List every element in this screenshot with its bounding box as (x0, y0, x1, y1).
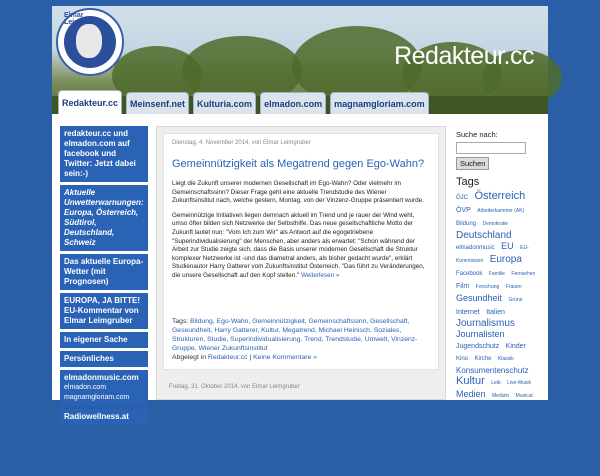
site-title[interactable]: Redakteur.cc (394, 42, 534, 70)
search-button[interactable]: Suchen (456, 157, 489, 170)
tag-link[interactable]: Gesundheit (456, 293, 503, 303)
right-sidebar (456, 130, 542, 476)
tag-link[interactable]: Kultur (456, 375, 485, 387)
post-paragraph: Liegt die Zukunft unserer modernen Gesellschaft im Ego-Wahn? Oder vielmehr im Gemeinschaftssinn? Dieser Frage geht eine aktuelle Trendstudie des Wiener Zukunftsinstitut nach, welche gestern, Montag, von der Vinzenz-Gruppe präsentiert wurde. (172, 180, 424, 205)
comments-link[interactable]: Keine Kommentare » (253, 354, 317, 362)
tag-link[interactable]: Pressefreiheit (456, 419, 493, 425)
tag-link[interactable]: Journalismus (456, 318, 515, 329)
tag-link[interactable]: Verschiedenes (456, 468, 489, 474)
main-content (156, 126, 446, 400)
sidebar-item-eu-comment[interactable]: EUROPA, JA BITTE! EU-Kommentar von Elmar Leimgruber (60, 293, 148, 329)
tab-elmadon[interactable]: elmadon.com (260, 92, 326, 114)
tag-link[interactable]: Medien (456, 389, 486, 399)
post-footer (172, 317, 430, 363)
tag-link[interactable]: Konsumentenschutz (456, 366, 529, 375)
post-title[interactable]: Gemeinnützigkeit als Megatrend gegen Ego-Wahn? (172, 158, 425, 170)
category-link[interactable]: Redakteur.cc (207, 354, 248, 362)
left-sidebar (60, 126, 148, 428)
tag-link[interactable]: Politik (509, 406, 526, 412)
tag-link[interactable]: Medizin (491, 393, 510, 399)
sidebar-item-weather-warnings[interactable]: Aktuelle Unwetterwarnungen: Europa, Österreich, Südtirol, Deutschland, Schweiz (60, 185, 148, 251)
filed-label: Abgelegt in (172, 354, 207, 362)
tag-link[interactable]: Schweiz (456, 432, 475, 438)
tag-link[interactable]: Südtirol (499, 415, 530, 425)
tag-link[interactable]: ÖJC (456, 195, 468, 201)
header-banner (52, 6, 548, 114)
tag-link[interactable]: Internet (456, 309, 480, 316)
tag-link[interactable]: Frauen (505, 284, 522, 290)
tab-magnamgloriam[interactable]: magnamgloriam.com (330, 92, 429, 114)
tab-kulturia[interactable]: Kulturia.com (193, 92, 256, 114)
tag-link[interactable]: Leib (491, 380, 501, 386)
tag-link[interactable]: EU-Kommission (456, 245, 529, 264)
tag-link[interactable]: Fernsehen (511, 271, 536, 277)
tags-heading: Tags (456, 176, 480, 188)
tag-link[interactable]: Deutschland (456, 230, 512, 241)
sidebar-item-personal[interactable]: Persönliches (60, 351, 148, 367)
sidebar-item-social[interactable]: redakteur.cc und elmadon.com auf facebook und Twitter: Jetzt dabei sein:-) (60, 126, 148, 182)
tag-link[interactable]: Sicherheit (481, 432, 504, 438)
tag-cloud (456, 190, 542, 476)
tag-link[interactable]: ÖVP (456, 207, 471, 214)
sidebar-item-label: elmadonmusic.com (64, 373, 139, 382)
logo[interactable] (56, 8, 124, 76)
separator: | (249, 354, 252, 362)
tag-link[interactable]: Musik (456, 402, 483, 413)
tag-link[interactable]: SPÖ (496, 444, 512, 451)
tags-label: Tags: (172, 317, 189, 325)
tag-link[interactable]: Soziales (456, 441, 491, 451)
tag-link[interactable]: UNO (493, 454, 511, 463)
search-input[interactable] (456, 142, 526, 154)
sidebar-item-sublabel: elmadon.com magnamgloriam.com (64, 384, 130, 401)
tag-link[interactable]: Kino (456, 356, 469, 362)
tag-link[interactable]: Österreich (474, 190, 526, 202)
tag-link[interactable]: Kirche (474, 356, 492, 362)
logo-text: Elmar Leimgruber (64, 12, 103, 26)
search-label: Suche nach: (456, 130, 498, 139)
tab-redakteur[interactable]: Redakteur.cc (58, 90, 122, 114)
tag-link[interactable]: Facebook (456, 271, 483, 277)
sidebar-item-elmadonmusic[interactable] (60, 370, 148, 406)
tag-link[interactable]: Studie (517, 444, 538, 451)
tag-link[interactable]: Klassik (497, 356, 514, 362)
sidebar-item-europe-weather[interactable]: Das aktuelle Europa-Wetter (mit Prognosen) (60, 254, 148, 290)
tag-link[interactable]: Italien (486, 309, 505, 316)
tag-link[interactable]: EU (501, 241, 514, 251)
tag-link[interactable]: Familie (488, 271, 505, 277)
post-paragraph (172, 212, 430, 281)
tag-link[interactable]: Musical (515, 393, 533, 399)
next-post-meta: Freitag, 31. Oktober 2014, von Elmar Leimgruber (169, 383, 300, 390)
sidebar-item-radiowellness[interactable]: Radiowellness.at (60, 409, 148, 425)
tag-link[interactable]: Umfrage (456, 454, 487, 463)
tag-link[interactable]: Demokratie (482, 221, 509, 227)
tab-meinsenf[interactable]: Meinsenf.net (126, 92, 189, 114)
site-tabs (58, 90, 429, 114)
tag-link[interactable]: Jugendschutz (456, 343, 500, 350)
tag-link[interactable]: Film (456, 283, 470, 290)
portrait-icon (76, 24, 102, 58)
page (52, 6, 548, 474)
tag-link[interactable]: ORF (488, 405, 504, 412)
post (163, 133, 439, 370)
sidebar-item-own-matters[interactable]: In eigener Sache (60, 332, 148, 348)
tag-link[interactable]: Grüne (508, 297, 523, 303)
tag-link[interactable]: Live-Musik (507, 380, 532, 386)
tag-link[interactable]: Bildung (456, 221, 477, 227)
tag-link[interactable]: Kinder (505, 343, 526, 350)
read-more-link[interactable]: Weiterlesen » (300, 271, 340, 279)
tag-link[interactable]: Europa (489, 254, 522, 265)
post-tags[interactable]: Bildung, Ego-Wahn, Gemeinnützigkeit, Gemeinschaftssinn, Gesellschaft, Geseundheit, Harry Gatterer, Kultur, Megatrend, Michael Heinisch, Soziales, Strukturen, Studie, Superindividualisierung, Trend, Trendstudie, Umwelt, Vinzenz-Gruppe, Wiener Zukunftsinstitut (172, 317, 418, 353)
tag-link[interactable]: elmadonmusic (456, 245, 495, 251)
tag-link[interactable]: Arbeiterkammer (AK) (477, 208, 525, 214)
post-meta: Dienstag, 4. November 2014, von Elmar Leimgruber (172, 140, 311, 146)
tag-link[interactable]: Forschung (475, 284, 500, 290)
tag-link[interactable]: Journalisten (456, 329, 505, 339)
post-paragraph-text: Gemeinnützige Initiativen liegen demnach aktuell im Trend und je rauer der Wind weht, umso öfter bilden sich Netzwerke der Selbsthilfe. Das neue gesellschaftliche Motto der Zukunft lautet nun: "Vom Ich zum Wir" als Antwort auf die egogetriebene "Superindividualisierung" der Menschen, aber anders als erwartet: "Schon während der Arbeit zur Studie zeigte sich, dass die Basis unserer modernen Gesellschaft die Struktur komplexer Netzwerke ist -und das diametral anders, als bisher gedacht wurde", erklärt Studienautor Harry Gatterer vom Zukunftsinstitut Österreich. "Das führt zu Veränderungen, die unsere Gesellschaft auf den Kopf stellen." (172, 211, 425, 279)
